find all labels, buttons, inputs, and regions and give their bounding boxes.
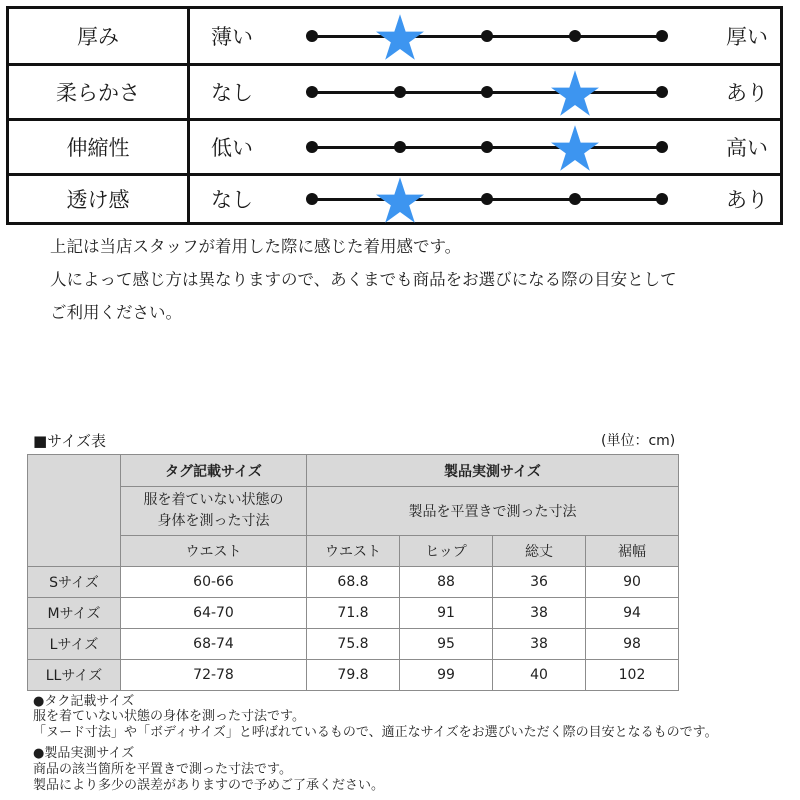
feel-row-softness: [9, 63, 780, 118]
feel-scale: [312, 66, 662, 118]
star-icon: [376, 177, 424, 223]
scale-dot-icon: [569, 30, 581, 42]
col-hip: ヒップ: [400, 536, 493, 567]
actual-size-description: 製品を平置きで測った寸法: [307, 487, 679, 536]
hip-value: 88: [400, 567, 493, 598]
feel-label: 伸縮性: [9, 121, 190, 173]
scale-dot-icon: [394, 86, 406, 98]
note-line-3: ご利用ください。: [50, 303, 182, 322]
length-value: 38: [493, 598, 586, 629]
scale-dot-icon: [481, 193, 493, 205]
scale-dot-icon: [394, 141, 406, 153]
note-line-2: 人によって感じ方は異なりますので、あくまでも商品をお選びになる際の目安として: [50, 270, 677, 289]
table-row: [28, 660, 679, 691]
size-label: Mサイズ: [28, 598, 121, 629]
scale-dot-icon: [481, 141, 493, 153]
hip-value: 91: [400, 598, 493, 629]
note-line-1: 上記は当店スタッフが着用した際に感じた着用感です。: [50, 237, 462, 256]
hem-value: 94: [586, 598, 679, 629]
feel-low-label: 薄い: [211, 25, 253, 49]
col-tag-waist: ウエスト: [121, 536, 307, 567]
group-tag-size: タグ記載サイズ: [121, 455, 307, 487]
waist-value: 75.8: [307, 629, 400, 660]
unit-label: (単位：cm): [601, 433, 676, 449]
feel-label: 厚み: [9, 9, 190, 63]
col-waist: ウエスト: [307, 536, 400, 567]
group-actual-size: 製品実測サイズ: [307, 455, 679, 487]
scale-dot-icon: [656, 86, 668, 98]
table-row: [28, 598, 679, 629]
hem-value: 102: [586, 660, 679, 691]
hip-value: 99: [400, 660, 493, 691]
scale-dot-icon: [656, 141, 668, 153]
scale-dot-icon: [481, 30, 493, 42]
table-row: [28, 567, 679, 598]
feel-row-stretch: [9, 118, 780, 173]
scale-dot-icon: [306, 141, 318, 153]
star-icon: [551, 125, 599, 171]
scale-dot-icon: [569, 193, 581, 205]
size-label: Lサイズ: [28, 629, 121, 660]
hem-value: 90: [586, 567, 679, 598]
scale-dot-icon: [656, 193, 668, 205]
scale-dot-icon: [656, 30, 668, 42]
star-icon: [551, 70, 599, 116]
scale-dot-icon: [481, 86, 493, 98]
footnote-actual-line-2: 製品により多少の誤差がありますので予めご了承ください。: [33, 778, 385, 793]
size-table-title: ■サイズ表: [33, 432, 106, 450]
star-icon: [376, 14, 424, 60]
feel-low-label: なし: [211, 81, 253, 105]
length-value: 36: [493, 567, 586, 598]
tag-desc-line-2: 身体を測った寸法: [157, 513, 270, 529]
col-hem: 裾幅: [586, 536, 679, 567]
feel-low-label: なし: [211, 188, 253, 212]
scale-dot-icon: [306, 193, 318, 205]
tag-size-description: [121, 487, 307, 536]
table-row: [28, 629, 679, 660]
feel-label: 透け感: [9, 176, 190, 222]
feel-scale: [312, 121, 662, 173]
feel-low-label: 低い: [211, 136, 253, 160]
footnote-tag-heading: ●タク記載サイズ: [33, 694, 135, 709]
tag-waist-value: 68-74: [121, 629, 307, 660]
waist-value: 68.8: [307, 567, 400, 598]
feel-row-sheerness: [9, 173, 780, 222]
footnote-tag-line-2: 「ヌード寸法」や「ボディサイズ」と呼ばれているもので、適正なサイズをお選びいただく際の目安となるものです。: [33, 725, 718, 740]
feel-label: 柔らかさ: [9, 66, 190, 118]
scale-dot-icon: [306, 86, 318, 98]
corner-cell: [28, 455, 121, 567]
feel-scale: [312, 9, 662, 63]
tag-desc-line-1: 服を着ていない状態の: [143, 492, 284, 508]
tag-waist-value: 72-78: [121, 660, 307, 691]
wearing-feel-table: [6, 6, 783, 225]
waist-value: 71.8: [307, 598, 400, 629]
length-value: 40: [493, 660, 586, 691]
feel-row-thickness: [9, 9, 780, 63]
size-label: LLサイズ: [28, 660, 121, 691]
size-table: [27, 454, 679, 691]
footnote-actual-line-1: 商品の該当箇所を平置きで測った寸法です。: [33, 762, 292, 777]
tag-waist-value: 60-66: [121, 567, 307, 598]
feel-high-label: あり: [726, 188, 768, 212]
hip-value: 95: [400, 629, 493, 660]
footnote-tag-line-1: 服を着ていない状態の身体を測った寸法です。: [33, 709, 305, 724]
feel-scale: [312, 176, 662, 222]
size-label: Sサイズ: [28, 567, 121, 598]
hem-value: 98: [586, 629, 679, 660]
scale-dot-icon: [306, 30, 318, 42]
tag-waist-value: 64-70: [121, 598, 307, 629]
feel-high-label: 高い: [726, 136, 768, 160]
length-value: 38: [493, 629, 586, 660]
feel-high-label: あり: [726, 81, 768, 105]
col-length: 総丈: [493, 536, 586, 567]
feel-high-label: 厚い: [726, 25, 768, 49]
waist-value: 79.8: [307, 660, 400, 691]
footnote-actual-heading: ●製品実測サイズ: [33, 746, 135, 761]
